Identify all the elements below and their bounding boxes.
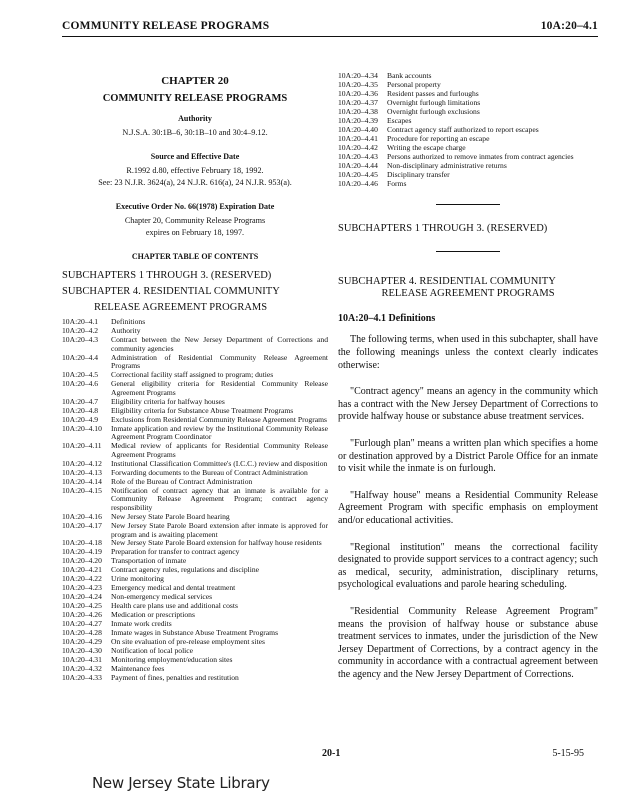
toc-entry-title: New Jersey State Parole Board hearing bbox=[111, 511, 230, 521]
toc-entry-number: 10A:20–4.2 bbox=[62, 325, 99, 335]
toc-entry-title: Correctional facility staff assigned to program; duties bbox=[111, 370, 274, 380]
toc-entry-title: Role of the Bureau of Contract Administration bbox=[111, 476, 253, 486]
right-subchapter-4-line-2: RELEASE AGREEMENT PROGRAMS bbox=[381, 288, 555, 300]
toc-entry-title: Preparation for transfer to contract agency bbox=[111, 547, 240, 557]
toc-entry-title: Disciplinary transfer bbox=[387, 169, 450, 179]
toc-entry-title: Overnight furlough exclusions bbox=[387, 106, 480, 116]
right-subchapters-reserved: SUBCHAPTERS 1 THROUGH 3. (RESERVED) bbox=[338, 223, 548, 235]
toc-entry-number: 10A:20–4.39 bbox=[338, 115, 378, 125]
toc-entry-number: 10A:20–4.20 bbox=[62, 556, 102, 566]
toc-entry-number: 10A:20–4.11 bbox=[62, 441, 102, 451]
running-header bbox=[62, 18, 598, 37]
left-column bbox=[62, 72, 328, 683]
toc-entry-title: Contract between the New Jersey Department of Corrections and community agencies bbox=[111, 334, 328, 353]
divider-rule bbox=[436, 204, 500, 205]
toc-entry-title: Definitions bbox=[111, 317, 146, 326]
toc-entry bbox=[62, 674, 328, 683]
header-section-number: 10A:20–4.1 bbox=[540, 20, 598, 32]
toc-entry bbox=[62, 416, 328, 425]
toc-entry-number: 10A:20–4.42 bbox=[338, 142, 378, 152]
right-subchapter-4-line-1: SUBCHAPTER 4. RESIDENTIAL COMMUNITY bbox=[338, 276, 556, 288]
toc-entry-title: Payment of fines, penalties and restitution bbox=[111, 673, 239, 683]
definition-paragraph: "Contract agency" means an agency in the community which has a contract with the New Jersey Department of Corrections to provide halfway house or substance abuse treatment services. bbox=[338, 386, 598, 423]
section-heading: 10A:20–4.1 Definitions bbox=[338, 313, 436, 325]
authority-label: Authority bbox=[178, 114, 212, 123]
toc-entry-title: Persons authorized to remove inmates from contract agencies bbox=[387, 151, 574, 161]
toc-entry bbox=[62, 354, 328, 371]
toc-entry-title: Forms bbox=[387, 178, 407, 188]
toc-entry-number: 10A:20–4.22 bbox=[62, 574, 102, 584]
toc-entry-number: 10A:20–4.35 bbox=[338, 79, 378, 89]
chapter-title: COMMUNITY RELEASE PROGRAMS bbox=[102, 93, 288, 104]
divider-rule bbox=[436, 251, 500, 252]
right-column bbox=[338, 72, 598, 695]
toc-entry-number: 10A:20–4.37 bbox=[338, 97, 378, 107]
toc-entry-title: Transportation of inmate bbox=[111, 556, 187, 566]
toc-entry-number: 10A:20–4.17 bbox=[62, 520, 102, 530]
toc-entry bbox=[62, 442, 328, 459]
toc-entry-number: 10A:20–4.1 bbox=[62, 317, 99, 326]
toc-entry-title: Inmate application and review by the Institutional Community Release Agreement Program Coordinator bbox=[111, 423, 328, 442]
toc-entry-number: 10A:20–4.23 bbox=[62, 583, 102, 593]
toc-entry-title: Overnight furlough limitations bbox=[387, 97, 481, 107]
toc-entry-number: 10A:20–4.38 bbox=[338, 106, 378, 116]
toc-entry-number: 10A:20–4.30 bbox=[62, 646, 102, 656]
toc-entry-number: 10A:20–4.34 bbox=[338, 71, 378, 80]
toc-entry-number: 10A:20–4.12 bbox=[62, 458, 102, 468]
toc-entry bbox=[62, 407, 328, 416]
toc-entry-title: Non-emergency medical services bbox=[111, 592, 213, 602]
toc-entry-number: 10A:20–4.16 bbox=[62, 511, 102, 521]
header-title: COMMUNITY RELEASE PROGRAMS bbox=[62, 20, 270, 32]
subchapter-4-line-1: SUBCHAPTER 4. RESIDENTIAL COMMUNITY bbox=[62, 286, 280, 297]
toc-entry-number: 10A:20–4.25 bbox=[62, 601, 102, 611]
definition-paragraph: "Halfway house" means a Residential Community Release Agreement Program with specific emphasis on employment and/or educational activities. bbox=[338, 489, 598, 526]
toc-list-left bbox=[62, 318, 328, 683]
authority-text: N.J.S.A. 30:1B–6, 30:1B–10 and 30:4–9.12. bbox=[122, 128, 268, 137]
chapter-number: CHAPTER 20 bbox=[161, 75, 229, 87]
definition-paragraph: "Regional institution" means the correctional facility designated to provide support services to a contract agency; such as medical, security, administration, disciplinary returns, psychological evaluations and parole hearing scheduling. bbox=[338, 541, 598, 591]
toc-entry-title: On site evaluation of pre-release employment sites bbox=[111, 637, 265, 647]
toc-list-right bbox=[338, 72, 598, 188]
source-line-1: R.1992 d.80, effective February 18, 1992. bbox=[126, 166, 264, 175]
toc-entry-number: 10A:20–4.27 bbox=[62, 619, 102, 629]
toc-entry-number: 10A:20–4.33 bbox=[62, 673, 102, 683]
toc-entry bbox=[62, 487, 328, 513]
toc-entry-title: Writing the escape charge bbox=[387, 142, 466, 152]
page-number: 20-1 bbox=[322, 748, 341, 759]
toc-entry-number: 10A:20–4.4 bbox=[62, 352, 99, 362]
toc-entry-number: 10A:20–4.46 bbox=[338, 178, 378, 188]
toc-entry-title: Monitoring employment/education sites bbox=[111, 655, 233, 665]
subchapters-reserved: SUBCHAPTERS 1 THROUGH 3. (RESERVED) bbox=[62, 270, 272, 281]
toc-entry-title: Medical review of applicants for Residential Community Release Agreement Programs bbox=[111, 441, 328, 459]
toc-entry-number: 10A:20–4.6 bbox=[62, 379, 99, 389]
toc-entry-title: Eligibility criteria for halfway houses bbox=[111, 396, 225, 406]
toc-entry-title: Escapes bbox=[387, 115, 412, 125]
toc-entry-number: 10A:20–4.8 bbox=[62, 405, 99, 415]
toc-entry bbox=[62, 398, 328, 407]
toc-entry-number: 10A:20–4.41 bbox=[338, 133, 378, 143]
toc-entry-title: Emergency medical and dental treatment bbox=[111, 583, 236, 593]
toc-entry bbox=[62, 425, 328, 442]
toc-entry-title: Resident passes and furloughs bbox=[387, 88, 479, 98]
toc-entry-title: New Jersey State Parole Board extension after inmate is approved for program and is awaiting placement bbox=[111, 520, 328, 539]
toc-entry-number: 10A:20–4.3 bbox=[62, 334, 99, 344]
definition-paragraph: "Furlough plan" means a written plan which specifies a home or destination approved by a District Parole Office for an inmate to visit while the inmate is on furlough. bbox=[338, 437, 598, 475]
toc-entry-title: New Jersey State Parole Board extension for halfway house residents bbox=[111, 538, 322, 548]
toc-entry-number: 10A:20–4.26 bbox=[62, 610, 102, 620]
toc-label: CHAPTER TABLE OF CONTENTS bbox=[131, 252, 259, 261]
toc-entry-title: Inmate wages in Substance Abuse Treatment Programs bbox=[111, 628, 279, 638]
toc-entry-number: 10A:20–4.5 bbox=[62, 370, 99, 380]
toc-entry-title: Medication or prescriptions bbox=[111, 610, 195, 620]
toc-entry-title: Forwarding documents to the Bureau of Contract Administration bbox=[111, 467, 308, 477]
toc-entry-title: Authority bbox=[111, 325, 141, 335]
toc-entry-title: Notification of local police bbox=[111, 646, 194, 656]
toc-entry-title: Maintenance fees bbox=[111, 664, 165, 674]
toc-entry-title: Personal property bbox=[387, 79, 441, 89]
toc-entry-title: Urine monitoring bbox=[111, 574, 164, 584]
toc-entry-title: Bank accounts bbox=[387, 71, 432, 80]
toc-entry-number: 10A:20–4.18 bbox=[62, 538, 102, 548]
toc-entry bbox=[62, 380, 328, 397]
source-label: Source and Effective Date bbox=[150, 152, 240, 161]
toc-entry-number: 10A:20–4.15 bbox=[62, 485, 102, 495]
toc-entry-title: Health care plans use and additional costs bbox=[111, 601, 238, 611]
toc-entry-number: 10A:20–4.7 bbox=[62, 396, 99, 406]
toc-entry-number: 10A:20–4.44 bbox=[338, 160, 378, 170]
toc-entry-number: 10A:20–4.40 bbox=[338, 124, 378, 134]
source-line-2: See: 23 N.J.R. 3624(a), 24 N.J.R. 616(a), 24 N.J.R. 953(a). bbox=[98, 178, 292, 187]
toc-entry bbox=[338, 180, 598, 189]
definitions-body bbox=[338, 334, 598, 681]
toc-entry bbox=[62, 522, 328, 539]
toc-entry bbox=[62, 336, 328, 353]
definition-paragraph: The following terms, when used in this subchapter, shall have the following meanings unless the context clearly indicates otherwise: bbox=[338, 334, 598, 371]
toc-entry-number: 10A:20–4.9 bbox=[62, 414, 99, 424]
toc-entry-title: General eligibility criteria for Residential Community Release Agreement Programs bbox=[111, 379, 328, 397]
toc-entry-number: 10A:20–4.10 bbox=[62, 423, 102, 433]
toc-entry-title: Contract agency staff authorized to report escapes bbox=[387, 124, 539, 134]
toc-entry-number: 10A:20–4.28 bbox=[62, 628, 102, 638]
toc-entry-number: 10A:20–4.45 bbox=[338, 169, 378, 179]
toc-entry-number: 10A:20–4.24 bbox=[62, 592, 102, 602]
toc-entry-number: 10A:20–4.14 bbox=[62, 476, 102, 486]
toc-entry-title: Procedure for reporting an escape bbox=[387, 133, 490, 143]
library-stamp: New Jersey State Library bbox=[92, 774, 270, 792]
exec-order-label: Executive Order No. 66(1978) Expiration Date bbox=[115, 202, 275, 211]
toc-entry-number: 10A:20–4.32 bbox=[62, 664, 102, 674]
subchapter-4-line-2: RELEASE AGREEMENT PROGRAMS bbox=[94, 302, 268, 313]
toc-entry-number: 10A:20–4.29 bbox=[62, 637, 102, 647]
toc-entry-title: Contract agency rules, regulations and discipline bbox=[111, 565, 260, 575]
toc-entry bbox=[62, 318, 328, 327]
toc-entry-number: 10A:20–4.31 bbox=[62, 655, 102, 665]
toc-entry-title: Non-disciplinary administrative returns bbox=[387, 160, 507, 170]
toc-entry-number: 10A:20–4.21 bbox=[62, 565, 102, 575]
exec-order-line-2: expires on February 18, 1997. bbox=[145, 228, 245, 237]
toc-entry-title: Notification of contract agency that an inmate is available for a Community Release Agreement Program; contract agency responsibility bbox=[111, 485, 328, 512]
toc-entry-title: Administration of Residential Community Release Agreement Programs bbox=[111, 352, 328, 371]
toc-entry-title: Institutional Classification Committee's (I.C.C.) review and disposition bbox=[111, 458, 328, 468]
toc-entry-number: 10A:20–4.13 bbox=[62, 467, 102, 477]
toc-entry-number: 10A:20–4.36 bbox=[338, 88, 378, 98]
toc-entry-title: Eligibility criteria for Substance Abuse Treatment Programs bbox=[111, 405, 294, 415]
toc-entry-number: 10A:20–4.19 bbox=[62, 547, 102, 557]
exec-order-line-1: Chapter 20, Community Release Programs bbox=[124, 216, 266, 225]
revision-date: 5-15-95 bbox=[552, 748, 584, 759]
definition-paragraph: "Residential Community Release Agreement Program" means the provision of halfway house or substance abuse treatment services to inmates, under the jurisdiction of the New Jersey Department of Corrections, by a contract agency in the community in accordance with a contractual agreement between the agency and the New Jersey Department of Corrections. bbox=[338, 605, 598, 680]
toc-entry-number: 10A:20–4.43 bbox=[338, 151, 378, 161]
toc-entry-title: Inmate work credits bbox=[111, 619, 172, 629]
toc-entry-title: Exclusions from Residential Community Release Agreement Programs bbox=[111, 414, 327, 424]
